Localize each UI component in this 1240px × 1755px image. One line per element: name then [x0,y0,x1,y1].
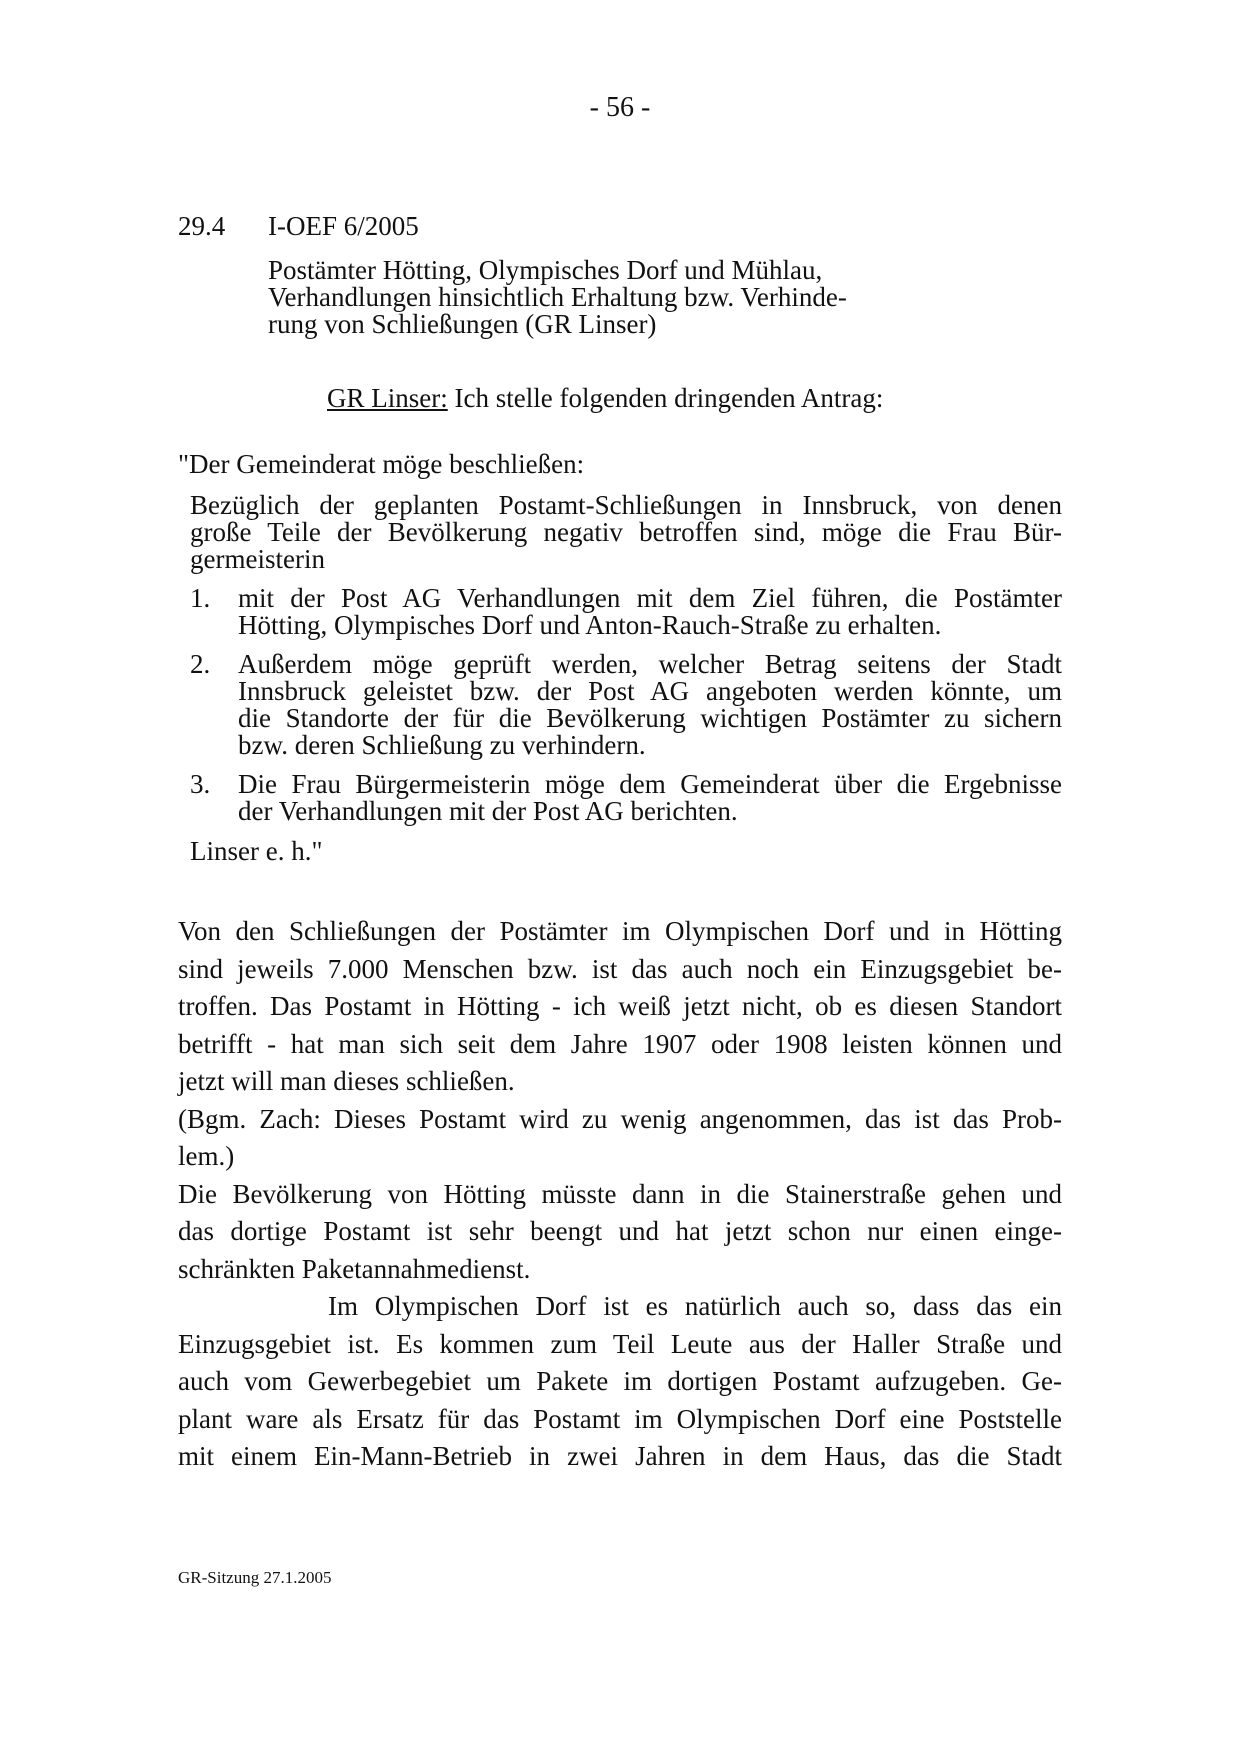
motion-list-number: 3. [190,769,211,799]
body-line: troffen. Das Postamt in Hötting - ich weiß jetzt nicht, ob es diesen Standort [178,991,1062,1021]
motion-preamble-line: germeisterin [190,544,325,574]
motion-list-line: Hötting, Olympisches Dorf und Anton-Rauch-Straße zu erhalten. [238,610,942,640]
motion-preamble [190,492,1062,573]
motion-list-item [190,771,1062,825]
motion-list-line: Außerdem möge geprüft werden, welcher Betrag seitens der Stadt [238,649,1062,679]
body-line: schränkten Paketannahmedienst. [178,1253,531,1284]
motion-list-line: Die Frau Bürgermeisterin möge dem Gemeinderat über die Ergebnisse [238,769,1062,799]
page-footer: GR-Sitzung 27.1.2005 [178,1568,332,1587]
agenda-item-title-line: Postämter Hötting, Olympisches Dorf und Mühlau, [268,255,823,285]
motion-list-line: der Verhandlungen mit der Post AG berichten. [238,796,738,826]
body-line: Im Olympischen Dorf ist es natürlich auch so, dass das ein [328,1291,1062,1321]
motion-list-number: 2. [190,649,211,679]
agenda-item-title-line: Verhandlungen hinsichtlich Erhaltung bzw. Verhinde- [268,282,847,312]
motion-list-line: bzw. deren Schließung zu verhindern. [238,730,646,760]
motion-signature: Linser e. h." [190,836,323,866]
agenda-item-title [268,257,928,338]
motion-list-item [190,651,1062,759]
page-number: - 56 - [589,92,651,123]
agenda-item-number: 29.4 [178,211,226,241]
body-line: jetzt will man dieses schließen. [178,1066,515,1096]
body-line: betrifft - hat man sich seit dem Jahre 1907 oder 1908 leisten können und [178,1028,1062,1059]
motion-intro: "Der Gemeinderat möge beschließen: [178,449,585,479]
agenda-item-code: I-OEF 6/2005 [268,211,419,241]
body-line: sind jeweils 7.000 Menschen bzw. ist das auch noch ein Einzugsgebiet be- [178,953,1062,984]
body-line: das dortige Postamt ist sehr beengt und hat jetzt schon nur einen einge- [178,1216,1062,1246]
body-line: auch vom Gewerbegebiet um Pakete im dortigen Postamt aufzugeben. Ge- [178,1366,1062,1396]
body-line: lem.) [178,1141,235,1171]
body-line: Die Bevölkerung von Hötting müsste dann in die Stainerstraße gehen und [178,1178,1062,1209]
body-line: (Bgm. Zach: Dieses Postamt wird zu wenig angenommen, das ist das Prob- [178,1103,1062,1134]
body-line: Einzugsgebiet ist. Es kommen zum Teil Leute aus der Haller Straße und [178,1328,1062,1359]
speaker-line [327,383,883,414]
agenda-item-title-line: rung von Schließungen (GR Linser) [268,309,657,339]
motion-list-item [190,585,1062,639]
body-line: Von den Schließungen der Postämter im Olympischen Dorf und in Hötting [178,916,1062,946]
body-line: plant ware als Ersatz für das Postamt im Olympischen Dorf eine Poststelle [178,1403,1062,1434]
motion-preamble-line: große Teile der Bevölkerung negativ betroffen sind, möge die Frau Bür- [190,517,1062,547]
speaker-statement: Ich stelle folgenden dringenden Antrag: [447,383,884,413]
body-text [178,913,1062,1476]
body-line: mit einem Ein-Mann-Betrieb in zwei Jahren in dem Haus, das die Stadt [178,1441,1062,1471]
motion-list-line: mit der Post AG Verhandlungen mit dem Ziel führen, die Postämter [238,583,1062,613]
speaker-name: GR Linser: [327,383,448,413]
motion-list-line: die Standorte der für die Bevölkerung wichtigen Postämter zu sichern [238,703,1062,733]
motion-preamble-line: Bezüglich der geplanten Postamt-Schließungen in Innsbruck, von denen [190,490,1062,520]
motion-list-number: 1. [190,583,211,613]
motion-list-line: Innsbruck geleistet bzw. der Post AG angeboten werden könnte, um [238,676,1062,706]
